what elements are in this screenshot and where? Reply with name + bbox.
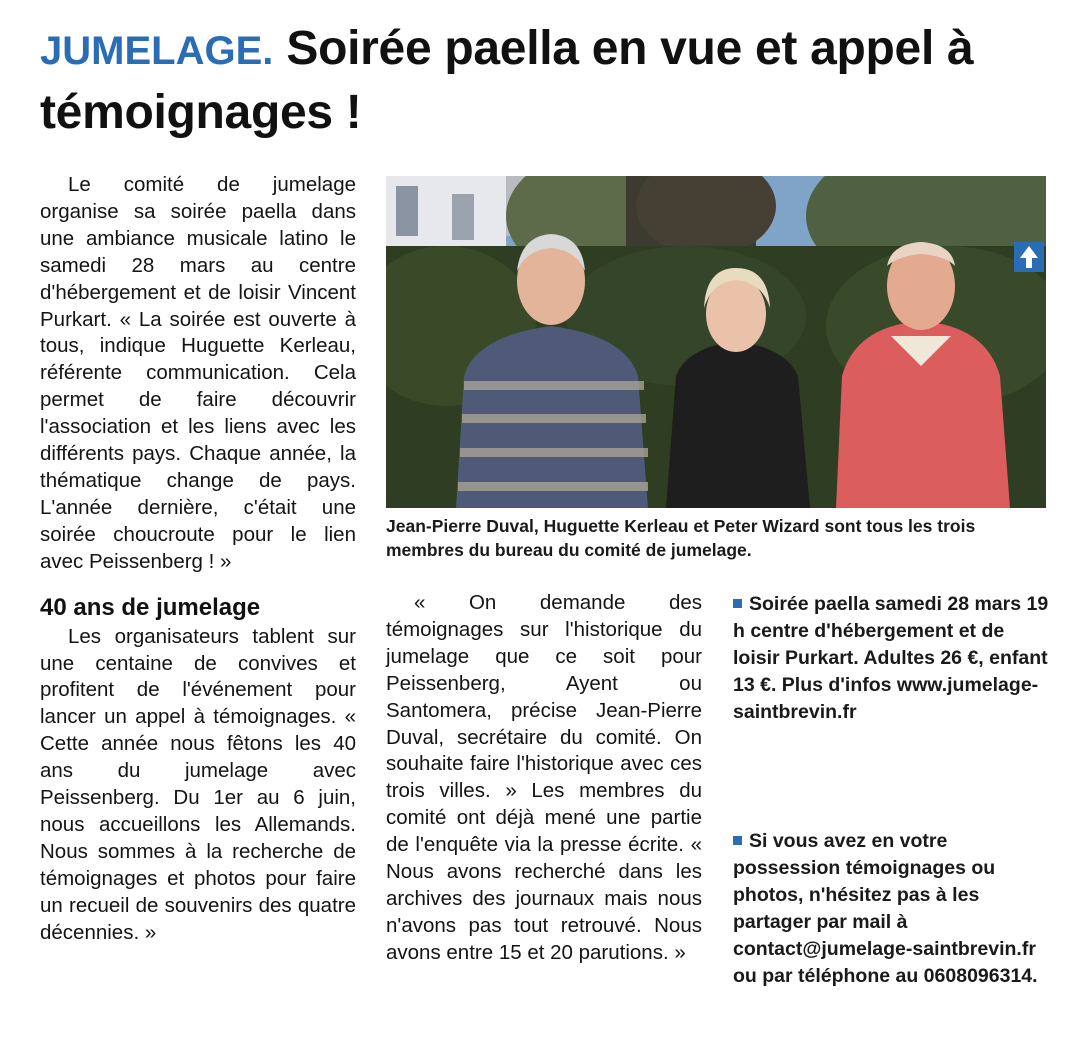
info-box-text: Soirée paella samedi 28 mars 19 h centre d'hébergement et de loisir Purkart. Adultes 26 €, enfant 13 €. Plus d'infos www.jumelage-saintbrevin.fr [733, 593, 1049, 723]
article-paragraph: Les organisateurs tablent sur une centaine de convives et profitent de l'événement pour lancer un appel à témoignages. « Cette année nous fêtons les 40 ans du jumelage avec Peissenberg. Du 1er au 6 juin, nous accueillons les Allemands. Nous sommes à la recherche de témoignages et photos pour faire un recueil de souvenirs des quatre décennies. » [40, 624, 356, 944]
article-photo [386, 176, 1046, 508]
headline-title: Soirée paella en vue et appel à témoignages ! [40, 22, 974, 139]
article-paragraph: « On demande des témoignages sur l'historique du jumelage que ce soit pour Peissenberg, Ayent ou Santomera, précise Jean-Pierre Duval, secrétaire du comité. On souhaite faire l'historique avec ces trois villes. » Les membres du comité ont déjà mené une partie de l'enquête via la presse écrite. « Nous avons recherché dans les archives des journaux mais nous n'avons pas tout retrouvé. Nous avons entre 15 et 20 parutions. » [386, 591, 702, 964]
square-bullet-icon [733, 836, 742, 845]
info-box-contact [733, 828, 1053, 990]
article-paragraph: Le comité de jumelage organise sa soirée paella dans une ambiance musicale latino le samedi 28 mars au centre d'hébergement et de loisir Vincent Purkart. « La soirée est ouverte à tous, indique Huguette Kerleau, référente communication. Cela permet de faire découvrir l'association et les liens avec les différents pays. Chaque année, la thématique change de pays. L'année dernière, c'était une soirée choucroute pour le lien avec Peissenberg ! » [40, 173, 356, 573]
headline-kicker: JUMELAGE. [40, 29, 274, 73]
headline [40, 18, 1060, 144]
info-box-text: Si vous avez en votre possession témoignages ou photos, n'hésitez pas à les partager par mail à contact@jumelage-saintbrevin.fr ou par téléphone au 0608096314. [733, 830, 1038, 987]
section-subheading: 40 ans de jumelage [40, 593, 261, 621]
square-bullet-icon [733, 599, 742, 608]
article-column-1 [40, 172, 356, 946]
photo-caption: Jean-Pierre Duval, Huguette Kerleau et Peter Wizard sont tous les trois membres du bureau du comité de jumelage. [386, 516, 976, 560]
info-box-event [733, 591, 1053, 726]
article-column-2 [386, 590, 702, 967]
